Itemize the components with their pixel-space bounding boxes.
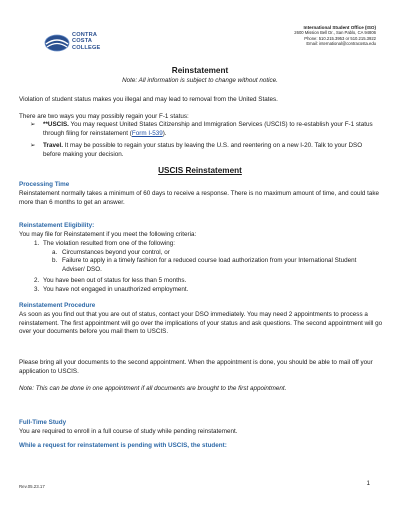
bullet-tail: ). <box>162 129 167 137</box>
section-title: USCIS Reinstatement <box>158 166 242 175</box>
list-item <box>34 240 374 249</box>
list-text: The violation resulted from one of the following: <box>43 240 175 247</box>
fulltime-heading: Full-Time Study <box>19 419 67 426</box>
sub-list-letter: a. <box>52 249 58 256</box>
sub-list-text: Circumstances beyond your control, or <box>62 249 170 256</box>
intro-paragraph-1: Violation of student status makes you illegal and may lead to removal from the United States. <box>19 96 278 103</box>
sub-list-letter: b. <box>52 257 58 264</box>
procedure-heading: Reinstatement Procedure <box>19 302 96 309</box>
procedure-paragraph-1: As soon as you find out that you are out of status, contact your DSO immediately. You may need 2 appointments to process a reinstatement. The first appointment will go over the implications of your status and ask questions. The second appointment will go over your documents before you mail them to USCIS. <box>19 311 383 336</box>
sub-list-text: Failure to apply in a timely fashion for a reduced course load authorization from your International Student Adviser/ DSO. <box>62 257 357 273</box>
intro-paragraph-2: There are two ways you may possibly regain your F-1 status: <box>19 113 189 120</box>
logo-text <box>72 32 100 51</box>
title-note: Note: All information is subject to change without notice. <box>122 77 278 84</box>
office-phone: Phone: 510.215.3953 or 510.215.3922 <box>304 35 376 41</box>
arrow-bullet-icon: ➢ <box>30 121 36 128</box>
bullet-text <box>30 142 375 159</box>
revision-label: Rev.05.23.17 <box>19 484 45 489</box>
page-number: 1 <box>366 480 370 487</box>
arrow-bullet-icon: ➢ <box>30 142 36 149</box>
bullet-travel <box>30 142 375 159</box>
office-address: 2600 Mission Bell Dr., San Pablo, CA 94806 <box>294 30 376 36</box>
page-title: Reinstatement <box>171 66 229 75</box>
office-title: International Student Office (ISO) <box>303 25 376 30</box>
logo-line-3: COLLEGE <box>72 44 101 51</box>
procedure-paragraph-2: Please bring all your documents to the second appointment. When the appointment is done, you should be able to mail off your application to USCIS. <box>19 359 373 375</box>
logo-line-2: COSTA <box>72 38 93 45</box>
college-logo <box>44 30 114 58</box>
eligibility-heading: Reinstatement Eligibility: <box>19 222 95 229</box>
procedure-note: Note: This can be done in one appointment if all documents are brought to the first appointment. <box>19 385 287 392</box>
bullet-uscis <box>30 121 375 138</box>
processing-text: Reinstatement normally takes a minimum of 60 days to receive a response. There is no maximum amount of time, and could take more than 6 months to get an answer. <box>19 190 380 206</box>
sub-list-item <box>52 257 372 274</box>
list-number: 1. <box>34 240 40 247</box>
bullet-bold: Travel. <box>43 142 63 149</box>
bullet-bold: **USCIS. <box>43 121 69 128</box>
bullet-text <box>30 121 375 138</box>
list-number: 3. <box>34 286 40 293</box>
form-i539-link[interactable]: Form I-539 <box>131 129 163 137</box>
list-text: You have not engaged in unauthorized employment. <box>43 286 189 293</box>
office-email: Email: international@contracosta.edu <box>306 41 376 47</box>
office-contact-block <box>176 25 376 47</box>
bullet-body: It may be possible to regain your status by leaving the U.S. and reentering on a new I-20. Talk to your DSO before making your decision. <box>43 142 363 158</box>
list-item <box>34 277 374 286</box>
fulltime-text: You are required to enroll in a full course of study while pending reinstatement. <box>19 428 238 435</box>
logo-line-1: CONTRA <box>72 32 98 38</box>
eligibility-intro: You may file for Reinstatement if you meet the following criteria: <box>19 231 197 238</box>
list-item <box>34 286 374 295</box>
list-text: You have been out of status for less than 5 months. <box>43 277 187 284</box>
processing-heading: Processing Time <box>19 181 70 188</box>
bullet-body: You may request United States Citizenship and Immigration Services (USCIS) to re-establish your F-1 status through filing for reinstatement ( <box>43 121 373 137</box>
pending-heading: While a request for reinstatement is pending with USCIS, the student: <box>19 442 227 449</box>
college-logo-icon <box>44 32 70 54</box>
list-number: 2. <box>34 277 40 284</box>
